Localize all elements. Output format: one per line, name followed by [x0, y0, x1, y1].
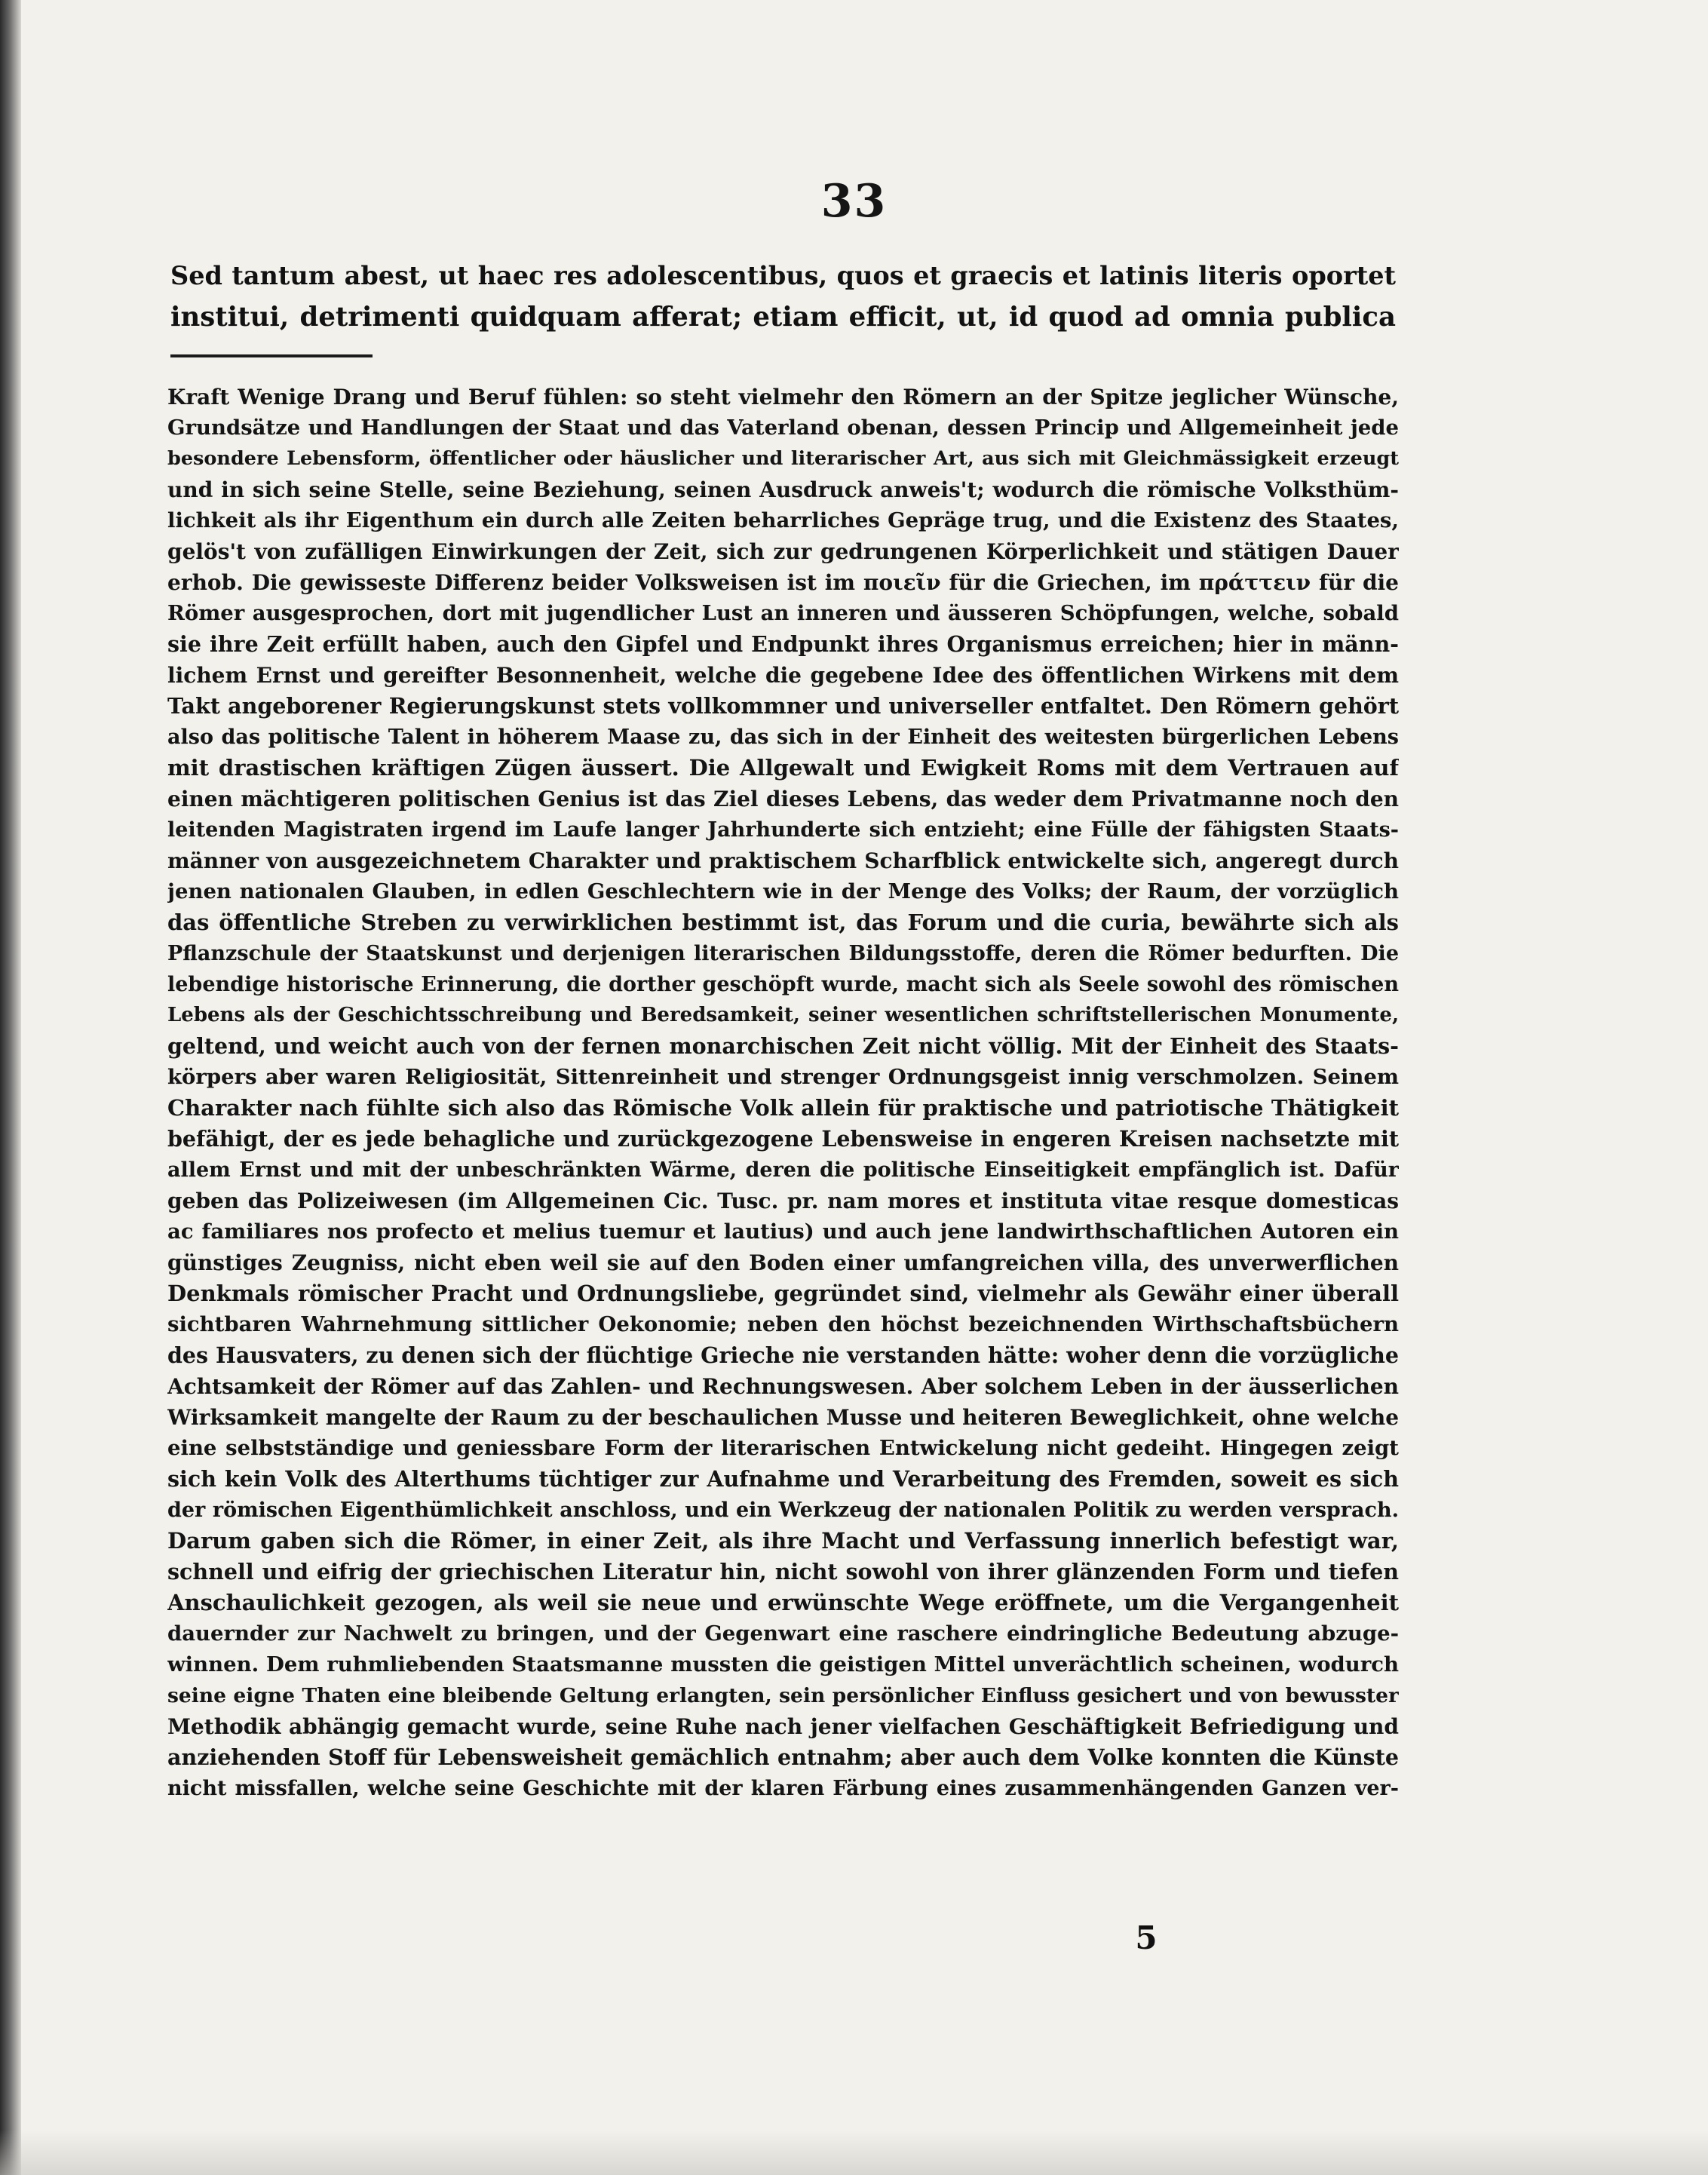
footnote-line: geben das Polizeiwesen (im Allgemeinen Cic. Tusc. pr. nam mores et instituta vitae resque domesticas [167, 1189, 1399, 1213]
footnote-line: nicht missfallen, welche seine Geschichte mit der klaren Färbung eines zusammenhängenden Ganzen ver- [167, 1777, 1399, 1800]
page-number: 33 [820, 175, 888, 228]
footnote-line: Kraft Wenige Drang und Beruf fühlen: so steht vielmehr den Römern an der Spitze jeglicher Wünsche, [167, 385, 1399, 410]
footnote-line: Takt angeborener Regierungskunst stets vollkommner und universeller entfaltet. Den Römern gehört [167, 693, 1399, 719]
footnote-line: schnell und eifrig der griechischen Literatur hin, nicht sowohl von ihrer glänzenden Form und tiefen [167, 1559, 1399, 1584]
footnote-line: eine selbstständige und geniessbare Form der literarischen Entwickelung nicht gedeiht. Hingegen zeigt [167, 1436, 1399, 1460]
footnote-line: jenen nationalen Glauben, in edlen Geschlechtern wie in der Menge des Volks; der Raum, der vorzüglich [167, 879, 1399, 903]
main-text-line: Sed tantum abest, ut haec res adolescentibus, quos et graecis et latinis literis oportet [170, 261, 1396, 290]
footnote-block [167, 382, 1399, 1804]
main-text-line: institui, detrimenti quidquam afferat; etiam efficit, ut, id quod ad omnia publica [170, 302, 1396, 333]
footnote-rule [170, 354, 373, 357]
footnote-line: und in sich seine Stelle, seine Beziehung, seinen Ausdruck anweis't; wodurch die römische Volksthüm- [167, 477, 1399, 502]
footnote-line: Lebens als der Geschichtsschreibung und Beredsamkeit, seiner wesentlichen schriftstellerischen Monumente, [167, 1004, 1399, 1026]
footnote-line: Darum gaben sich die Römer, in einer Zeit, als ihre Macht und Verfassung innerlich befestigt war, [167, 1528, 1399, 1554]
footnote-line: sie ihre Zeit erfüllt haben, auch den Gipfel und Endpunkt ihres Organismus erreichen; hier in männ- [167, 631, 1399, 657]
footnote-line: leitenden Magistraten irgend im Laufe langer Jahrhunderte sich entzieht; eine Fülle der fähigsten Staats- [167, 818, 1399, 842]
footnote-line: dauernder zur Nachwelt zu bringen, und der Gegenwart eine raschere eindringliche Bedeutung abzuge- [167, 1621, 1399, 1646]
footnote-line: Denkmals römischer Pracht und Ordnungsliebe, gegründet sind, vielmehr als Gewähr einer überall [167, 1281, 1399, 1306]
footnote-line: einen mächtigeren politischen Genius ist das Ziel dieses Lebens, das weder dem Privatmanne noch den [167, 787, 1399, 811]
footnote-line: lichkeit als ihr Eigenthum ein durch alle Zeiten beharrliches Gepräge trug, und die Existenz des Staates, [167, 508, 1399, 532]
footnote-line: Wirksamkeit mangelte der Raum zu der beschaulichen Musse und heiteren Beweglichkeit, ohne welche [167, 1405, 1399, 1430]
footnote-line: Anschaulichkeit gezogen, als weil sie neue und erwünschte Wege eröffnete, um die Vergangenheit [167, 1590, 1399, 1615]
footnote-line: Achtsamkeit der Römer auf das Zahlen- und Rechnungswesen. Aber solchem Leben in der äusserlichen [167, 1374, 1399, 1399]
footnote-line: Methodik abhängig gemacht wurde, seine Ruhe nach jener vielfachen Geschäftigkeit Befriedigung und [167, 1714, 1399, 1739]
footnote-line: das öffentliche Streben zu verwirklichen bestimmt ist, das Forum und die curia, bewährte sich als [167, 910, 1399, 935]
footnote-line: Römer ausgesprochen, dort mit jugendlicher Lust an inneren und äusseren Schöpfungen, welche, sobald [167, 601, 1399, 625]
footnote-line: sichtbaren Wahrnehmung sittlicher Oekonomie; neben den höchst bezeichnenden Wirthschaftsbüchern [167, 1312, 1399, 1336]
footnote-line: körpers aber waren Religiosität, Sittenreinheit und strenger Ordnungsgeist innig verschmolzen. Seinem [167, 1065, 1399, 1089]
footnote-line: geltend, und weicht auch von der fernen monarchischen Zeit nicht völlig. Mit der Einheit des Staats- [167, 1033, 1399, 1059]
binding-gutter [0, 0, 21, 2175]
footnote-line: Pflanzschule der Staatskunst und derjenigen literarischen Bildungsstoffe, deren die Römer bedurften. Die [167, 942, 1399, 965]
footnote-line: lebendige historische Erinnerung, die dorther geschöpft wurde, macht sich als Seele sowohl des römischen [167, 973, 1399, 996]
footnote-line: des Hausvaters, zu denen sich der flüchtige Grieche nie verstanden hätte: woher denn die vorzügliche [167, 1342, 1399, 1368]
footnote-line: anziehenden Stoff für Lebensweisheit gemächlich entnahm; aber auch dem Volke konnten die Künste [167, 1744, 1399, 1770]
footnote-line: Charakter nach fühlte sich also das Römische Volk allein für praktische und patriotische Thätigkeit [167, 1095, 1399, 1121]
footnote-line: winnen. Dem ruhmliebenden Staatsmanne mussten die geistigen Mittel unverächtlich scheinen, wodurch [167, 1652, 1399, 1676]
footnote-line: lichem Ernst und gereifter Besonnenheit, welche die gegebene Idee des öffentlichen Wirkens mit dem [167, 663, 1399, 688]
footnote-line: männer von ausgezeichnetem Charakter und praktischem Scharfblick entwickelte sich, angeregt durch [167, 848, 1399, 873]
footnote-line: also das politische Talent in höherem Maase zu, das sich in der Einheit des weitesten bürgerlichen Lebens [167, 726, 1399, 749]
signature-mark: 5 [1135, 1919, 1158, 1956]
footnote-line: erhob. Die gewisseste Differenz beider Volksweisen ist im ποιεῖν für die Griechen, im πράττειν für die [167, 570, 1399, 595]
footnote-line: sich kein Volk des Alterthums tüchtiger zur Aufnahme und Verarbeitung des Fremden, soweit es sich [167, 1466, 1399, 1492]
footnote-line: Grundsätze und Handlungen der Staat und das Vaterland obenan, dessen Princip und Allgemeinheit jede [167, 416, 1399, 440]
footnote-line: allem Ernst und mit der unbeschränkten Wärme, deren die politische Einseitigkeit empfänglich ist. Dafür [167, 1158, 1399, 1182]
footnote-line: befähigt, der es jede behagliche und zurückgezogene Lebensweise in engeren Kreisen nachsetzte mit [167, 1126, 1399, 1152]
footnote-line: gelös't von zufälligen Einwirkungen der Zeit, sich zur gedrungenen Körperlichkeit und stätigen Dauer [167, 539, 1399, 564]
footnote-line: günstiges Zeugniss, nicht eben weil sie auf den Boden einer umfangreichen villa, des unverwerflichen [167, 1250, 1399, 1275]
footnote-line: seine eigne Thaten eine bleibende Geltung erlangten, sein persönlicher Einfluss gesichert und von bewusster [167, 1684, 1399, 1707]
footnote-line: ac familiares nos profecto et melius tuemur et lautius) und auch jene landwirthschaftlichen Autoren ein [167, 1219, 1399, 1244]
main-text [170, 255, 1396, 338]
page-edge-shadow [0, 2130, 1708, 2175]
footnote-line: besondere Lebensform, öffentlicher oder häuslicher und literarischer Art, aus sich mit Gleichmässigkeit erzeugt [167, 447, 1399, 470]
footnote-line: der römischen Eigenthümlichkeit anschloss, und ein Werkzeug der nationalen Politik zu werden versprach. [167, 1499, 1399, 1522]
footnote-line: mit drastischen kräftigen Zügen äussert. Die Allgewalt und Ewigkeit Roms mit dem Vertrauen auf [167, 755, 1399, 781]
